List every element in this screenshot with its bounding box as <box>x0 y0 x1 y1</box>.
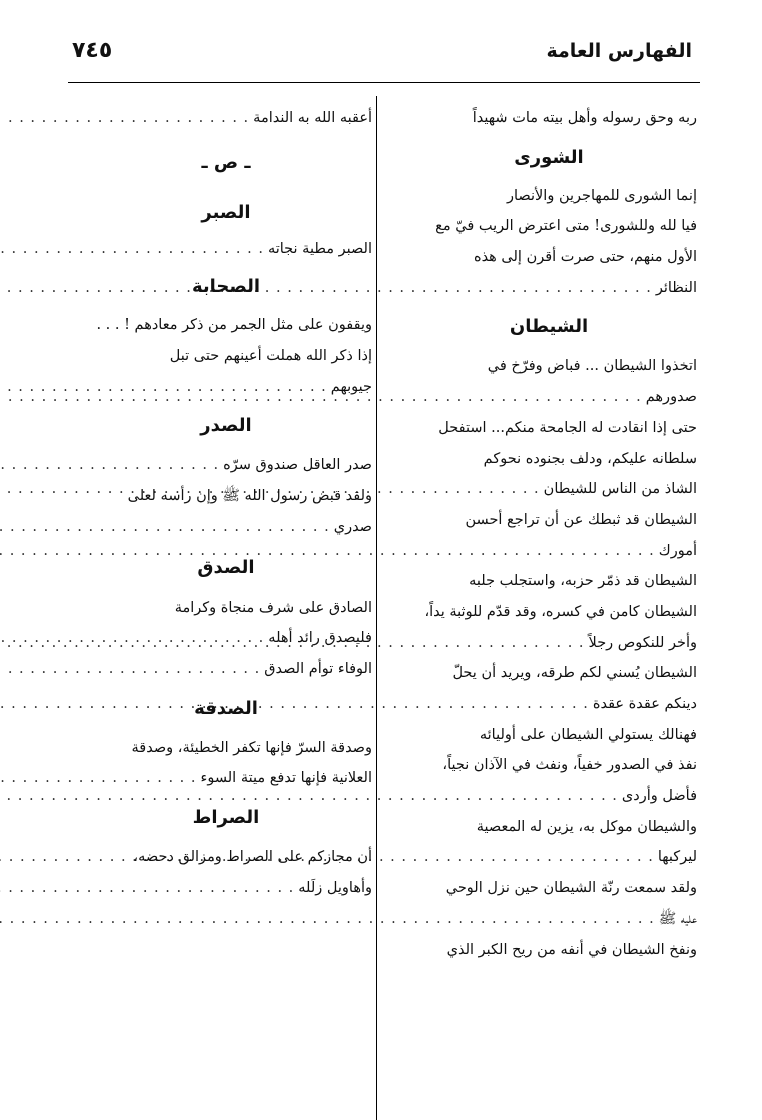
entry-text: حتى إذا انقادت له الجامحة منكم... استفحل <box>438 419 697 436</box>
dot-leader <box>0 654 264 685</box>
index-entry <box>80 103 372 134</box>
entry-text: الشيطان قد ذمّر حزبه، واستجلب جلبه <box>469 573 697 590</box>
entry-text: ولقد سمعت رنّة الشيطان حين نزل الوحي <box>445 880 697 897</box>
column-divider <box>376 96 377 1120</box>
dot-leader <box>0 904 659 935</box>
index-entry <box>80 512 372 543</box>
section-heading: الشورى <box>514 146 584 168</box>
index-entry <box>80 623 372 654</box>
index-entry <box>80 873 372 904</box>
index-entry <box>80 341 372 372</box>
entry-text: وأهاويل زلَله <box>298 879 372 896</box>
entry-text: أمورك <box>658 542 697 559</box>
index-entry <box>401 597 697 628</box>
index-entry <box>401 842 697 873</box>
dot-leader <box>0 512 334 543</box>
entry-text: صدري <box>333 518 372 535</box>
entry-text: الشيطان قد ثبطك عن أن تراجع أحسن <box>465 511 697 528</box>
entry-text: ليركبها <box>657 849 697 866</box>
entry-text: والشيطان موكل به، يزين له المعصية <box>476 818 697 835</box>
dot-leader <box>0 234 268 265</box>
dot-leader <box>0 372 331 403</box>
index-entry <box>80 733 372 764</box>
entry-text: وصدقة السرّ فإنها تكفر الخطيئة، وصدقة <box>131 739 372 756</box>
section-heading: الصبر <box>201 201 251 223</box>
entry-text: إنما الشورى للمهاجرين والأنصار <box>507 187 697 204</box>
entry-text: الصبر مطية نجاته <box>267 240 372 257</box>
index-entry <box>80 234 372 265</box>
index-entry <box>401 444 697 475</box>
index-entry <box>401 181 697 212</box>
index-entry <box>401 628 697 659</box>
left-column <box>80 103 372 903</box>
index-entry <box>401 211 697 242</box>
index-entry <box>401 658 697 689</box>
index-entry <box>80 310 372 341</box>
section-heading: الشيطان <box>509 316 589 338</box>
entry-text: فيا لله وللشورى! متى اعترض الريب فيّ مع <box>435 218 697 235</box>
index-entry <box>80 593 372 624</box>
entry-text: أعقبه الله به الندامة <box>253 110 372 126</box>
section-heading: الصدقة <box>194 697 258 719</box>
index-entry <box>401 720 697 751</box>
entry-text: اتخذوا الشيطان ... فباض وفرّخ في <box>487 358 697 375</box>
index-entry <box>401 566 697 597</box>
entry-text: الوفاء توأم الصدق <box>264 660 372 677</box>
dot-leader <box>0 103 253 134</box>
entry-text: الصادق على شرف منجاة وكرامة <box>174 599 372 616</box>
entry-text: النظائر <box>655 279 697 296</box>
index-entry <box>401 536 697 567</box>
index-entry <box>80 481 372 512</box>
section-heading: الصراط <box>192 806 260 828</box>
dot-leader <box>0 450 223 481</box>
entry-text: فهنالك يستولي الشيطان على أوليائه <box>479 726 697 743</box>
index-entry <box>401 413 697 444</box>
entry-text: فليصدق رائد أهله <box>268 630 372 647</box>
dot-leader <box>0 623 268 654</box>
index-entry <box>401 873 697 904</box>
entry-text: سلطانه عليكم، ودلف بجنوده نحوكم <box>483 450 697 467</box>
entry-text: ونفخ الشيطان في أنفه من ريح الكبر الذي <box>446 941 697 958</box>
index-entry <box>401 781 697 812</box>
index-entry <box>401 904 697 935</box>
index-entry <box>401 273 697 304</box>
section-heading: الصدق <box>197 556 255 578</box>
section-heading: الصحابة <box>191 276 261 298</box>
index-entry <box>401 382 697 413</box>
entry-text: فأضل وأردى <box>621 788 697 805</box>
right-column <box>401 103 697 965</box>
entry-text: عليه ﷺ <box>658 910 697 927</box>
index-entry <box>80 450 372 481</box>
entry-text: صدورهم <box>645 389 697 406</box>
index-entry <box>401 750 697 781</box>
index-entry <box>401 474 697 505</box>
index-entry <box>80 763 372 794</box>
index-entry <box>80 654 372 685</box>
index-entry <box>401 351 697 382</box>
entry-text: جيوبهم <box>330 378 372 395</box>
entry-text: أن مجازكم على الصراط ومزالق دحضه، <box>133 848 372 865</box>
entry-text: ويقفون على مثل الجمر من ذكر معادهم ! . . . <box>96 317 372 334</box>
entry-text: دينكم عقدة عقدة <box>592 696 697 712</box>
entry-text: الشاذ من الناس للشيطان <box>543 481 697 498</box>
section-heading: ـ ص ـ <box>201 151 251 173</box>
entry-text: صدر العاقل صندوق سرّه <box>223 457 372 474</box>
dot-leader <box>0 873 298 904</box>
running-title: الفهارس العامة <box>546 40 692 62</box>
index-entry <box>80 842 372 873</box>
dot-leader <box>0 763 201 794</box>
entry-text: وأخر للنكوص رجلاً <box>588 634 697 651</box>
index-entry <box>401 812 697 843</box>
index-entry <box>80 372 372 403</box>
page-number: ٧٤٥ <box>72 38 113 63</box>
index-entry <box>401 689 697 720</box>
entry-text: ولقد قبض رسول الله ﷺ وإن رأسه لعلى <box>127 488 372 505</box>
section-heading: الصدر <box>200 415 252 437</box>
index-entry <box>401 935 697 966</box>
index-entry <box>401 242 697 273</box>
header-rule <box>68 82 700 83</box>
entry-text: نفذ في الصدور خفياً، ونفث في الآذان نجياً، <box>442 757 697 774</box>
index-entry <box>401 505 697 536</box>
entry-text: الأول منهم، حتى صرت أقرن إلى هذه <box>473 249 697 266</box>
entry-text: إذا ذكر الله هملت أعينهم حتى تبل <box>169 348 372 365</box>
entry-text: الشيطان كامن في كسره، وقد قدّم للوثبة يداً، <box>424 603 697 620</box>
entry-text: العلانية فإنها تدفع ميتة السوء <box>200 770 372 787</box>
entry-text: ربه وحق رسوله وأهل بيته مات شهيداً <box>472 110 697 126</box>
index-entry <box>401 103 697 134</box>
entry-text: الشيطان يُسني لكم طرقه، ويريد أن يحلّ <box>452 665 697 682</box>
